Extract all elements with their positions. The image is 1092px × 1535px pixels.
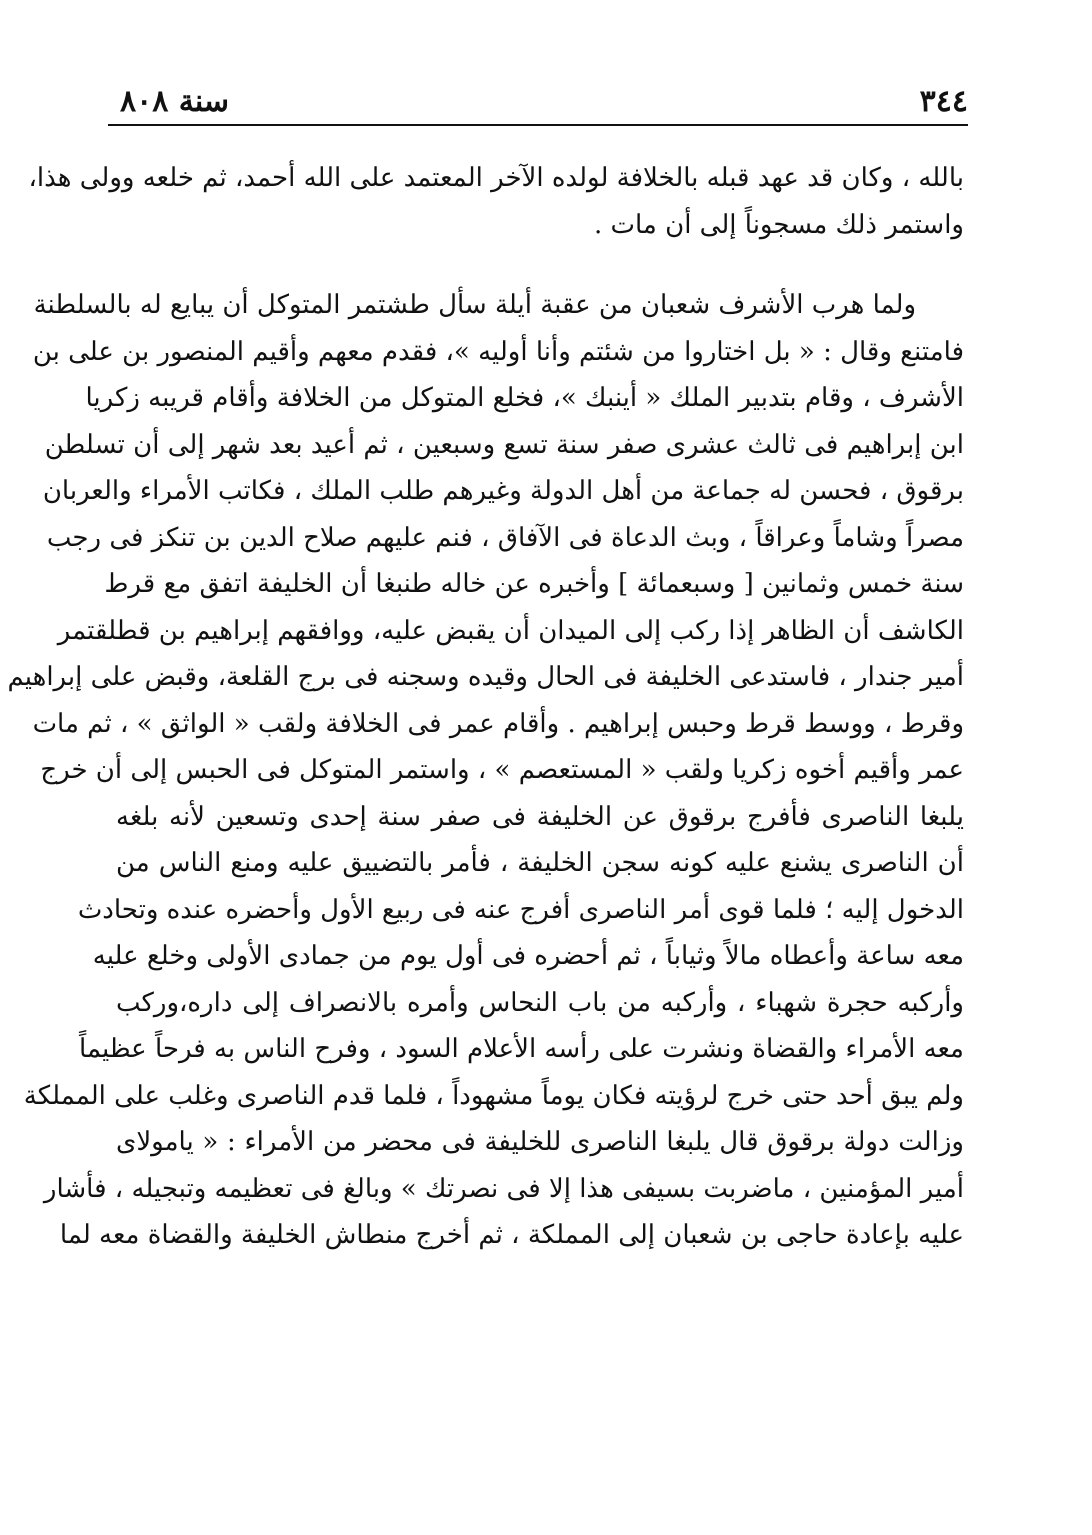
text-line: أمير جندار ، فاستدعى الخليفة فى الحال وقيده وسجنه فى برج القلعة، وقبض على إبراهيم <box>7 662 964 692</box>
text-line: يلبغا الناصرى فأفرج برقوق عن الخليفة فى صفر سنة إحدى وتسعين لأنه بلغه <box>116 801 964 832</box>
text-line: الكاشف أن الظاهر إذا ركب إلى الميدان أن يقبض عليه، ووافقهم إبراهيم بن قطلقتمر <box>57 615 964 646</box>
running-year-title: سنة ٨٠٨ <box>120 84 230 119</box>
text-line: أن الناصرى يشنع عليه كونه سجن الخليفة ، فأمر بالتضييق عليه ومنع الناس من <box>116 848 964 878</box>
text-line: بالله ، وكان قد عهد قبله بالخلافة لولده الآخر المعتمد على الله أحمد، ثم خلعه وولى هذا، <box>28 163 964 193</box>
text-line: سنة خمس وثمانين [ وسبعمائة ] وأخبره عن خاله طنبغا أن الخليفة اتفق مع قرط <box>104 569 964 599</box>
header-rule <box>108 124 968 126</box>
text-line: مصراً وشاماً وعراقاً ، وبث الدعاة فى الآفاق ، فنم عليهم صلاح الدين بن تنكز فى رجب <box>46 522 964 553</box>
paragraph-gap <box>116 248 964 282</box>
text-line: برقوق ، فحسن له جماعة من أهل الدولة وغيرهم طلب الملك ، فكاتب الأمراء والعربان <box>42 476 964 506</box>
text-line: فامتنع وقال : « بل اختاروا من شئتم وأنا أوليه »، فقدم معهم وأقيم المنصور بن على بن <box>32 336 964 367</box>
text-line: عمر وأقيم أخوه زكريا ولقب « المستعصم » ، واستمر المتوكل فى الحبس إلى أن خرج <box>40 755 964 785</box>
page-number: ٣٤٤ <box>919 84 968 119</box>
text-line: وقرط ، ووسط قرط وحبس إبراهيم . وأقام عمر فى الخلافة ولقب « الواثق » ، ثم مات <box>32 708 964 739</box>
text-line: وزالت دولة برقوق قال يلبغا الناصرى للخليفة فى محضر من الأمراء : « يامولاى <box>116 1127 964 1157</box>
page-header <box>108 80 968 122</box>
text-line: ولم يبق أحد حتى خرج لرؤيته فكان يوماً مشهوداً ، فلما قدم الناصرى وغلب على المملكة <box>23 1080 964 1111</box>
text-line: ابن إبراهيم فى ثالث عشرى صفر سنة تسع وسبعين ، ثم أعيد بعد شهر إلى أن تسلطن <box>44 429 964 460</box>
text-line: معه الأمراء والقضاة ونشرت على رأسه الأعلام السود ، وفرح الناس به فرحاً عظيماً <box>79 1034 964 1064</box>
text-line: الأشرف ، وقام بتدبير الملك « أينبك »، فخلع المتوكل من الخلافة وأقام قريبه زكريا <box>85 383 964 413</box>
text-line: وأركبه حجرة شهباء ، وأركبه من باب النحاس وأمره بالانصراف إلى داره،وركب <box>116 987 964 1018</box>
text-line: واستمر ذلك مسجوناً إلى أن مات . <box>593 209 964 240</box>
text-line: ولما هرب الأشرف شعبان من عقبة أيلة سأل طشتمر المتوكل أن يبايع له بالسلطنة <box>33 290 916 320</box>
text-line: عليه بإعادة حاجى بن شعبان إلى المملكة ، ثم أخرج منطاش الخليفة والقضاة معه لما <box>59 1220 964 1250</box>
page-body <box>7 155 964 1259</box>
text-line: أمير المؤمنين ، ماضربت بسيفى هذا إلا فى نصرتك » وبالغ فى تعظيمه وتبجيله ، فأشار <box>43 1173 964 1204</box>
text-line: الدخول إليه ؛ فلما قوى أمر الناصرى أفرج عنه فى ربيع الأول وأحضره عنده وتحادث <box>77 894 964 925</box>
text-line: معه ساعة وأعطاه مالاً وثياباً ، ثم أحضره فى أول يوم من جمادى الأولى وخلع عليه <box>92 941 964 971</box>
